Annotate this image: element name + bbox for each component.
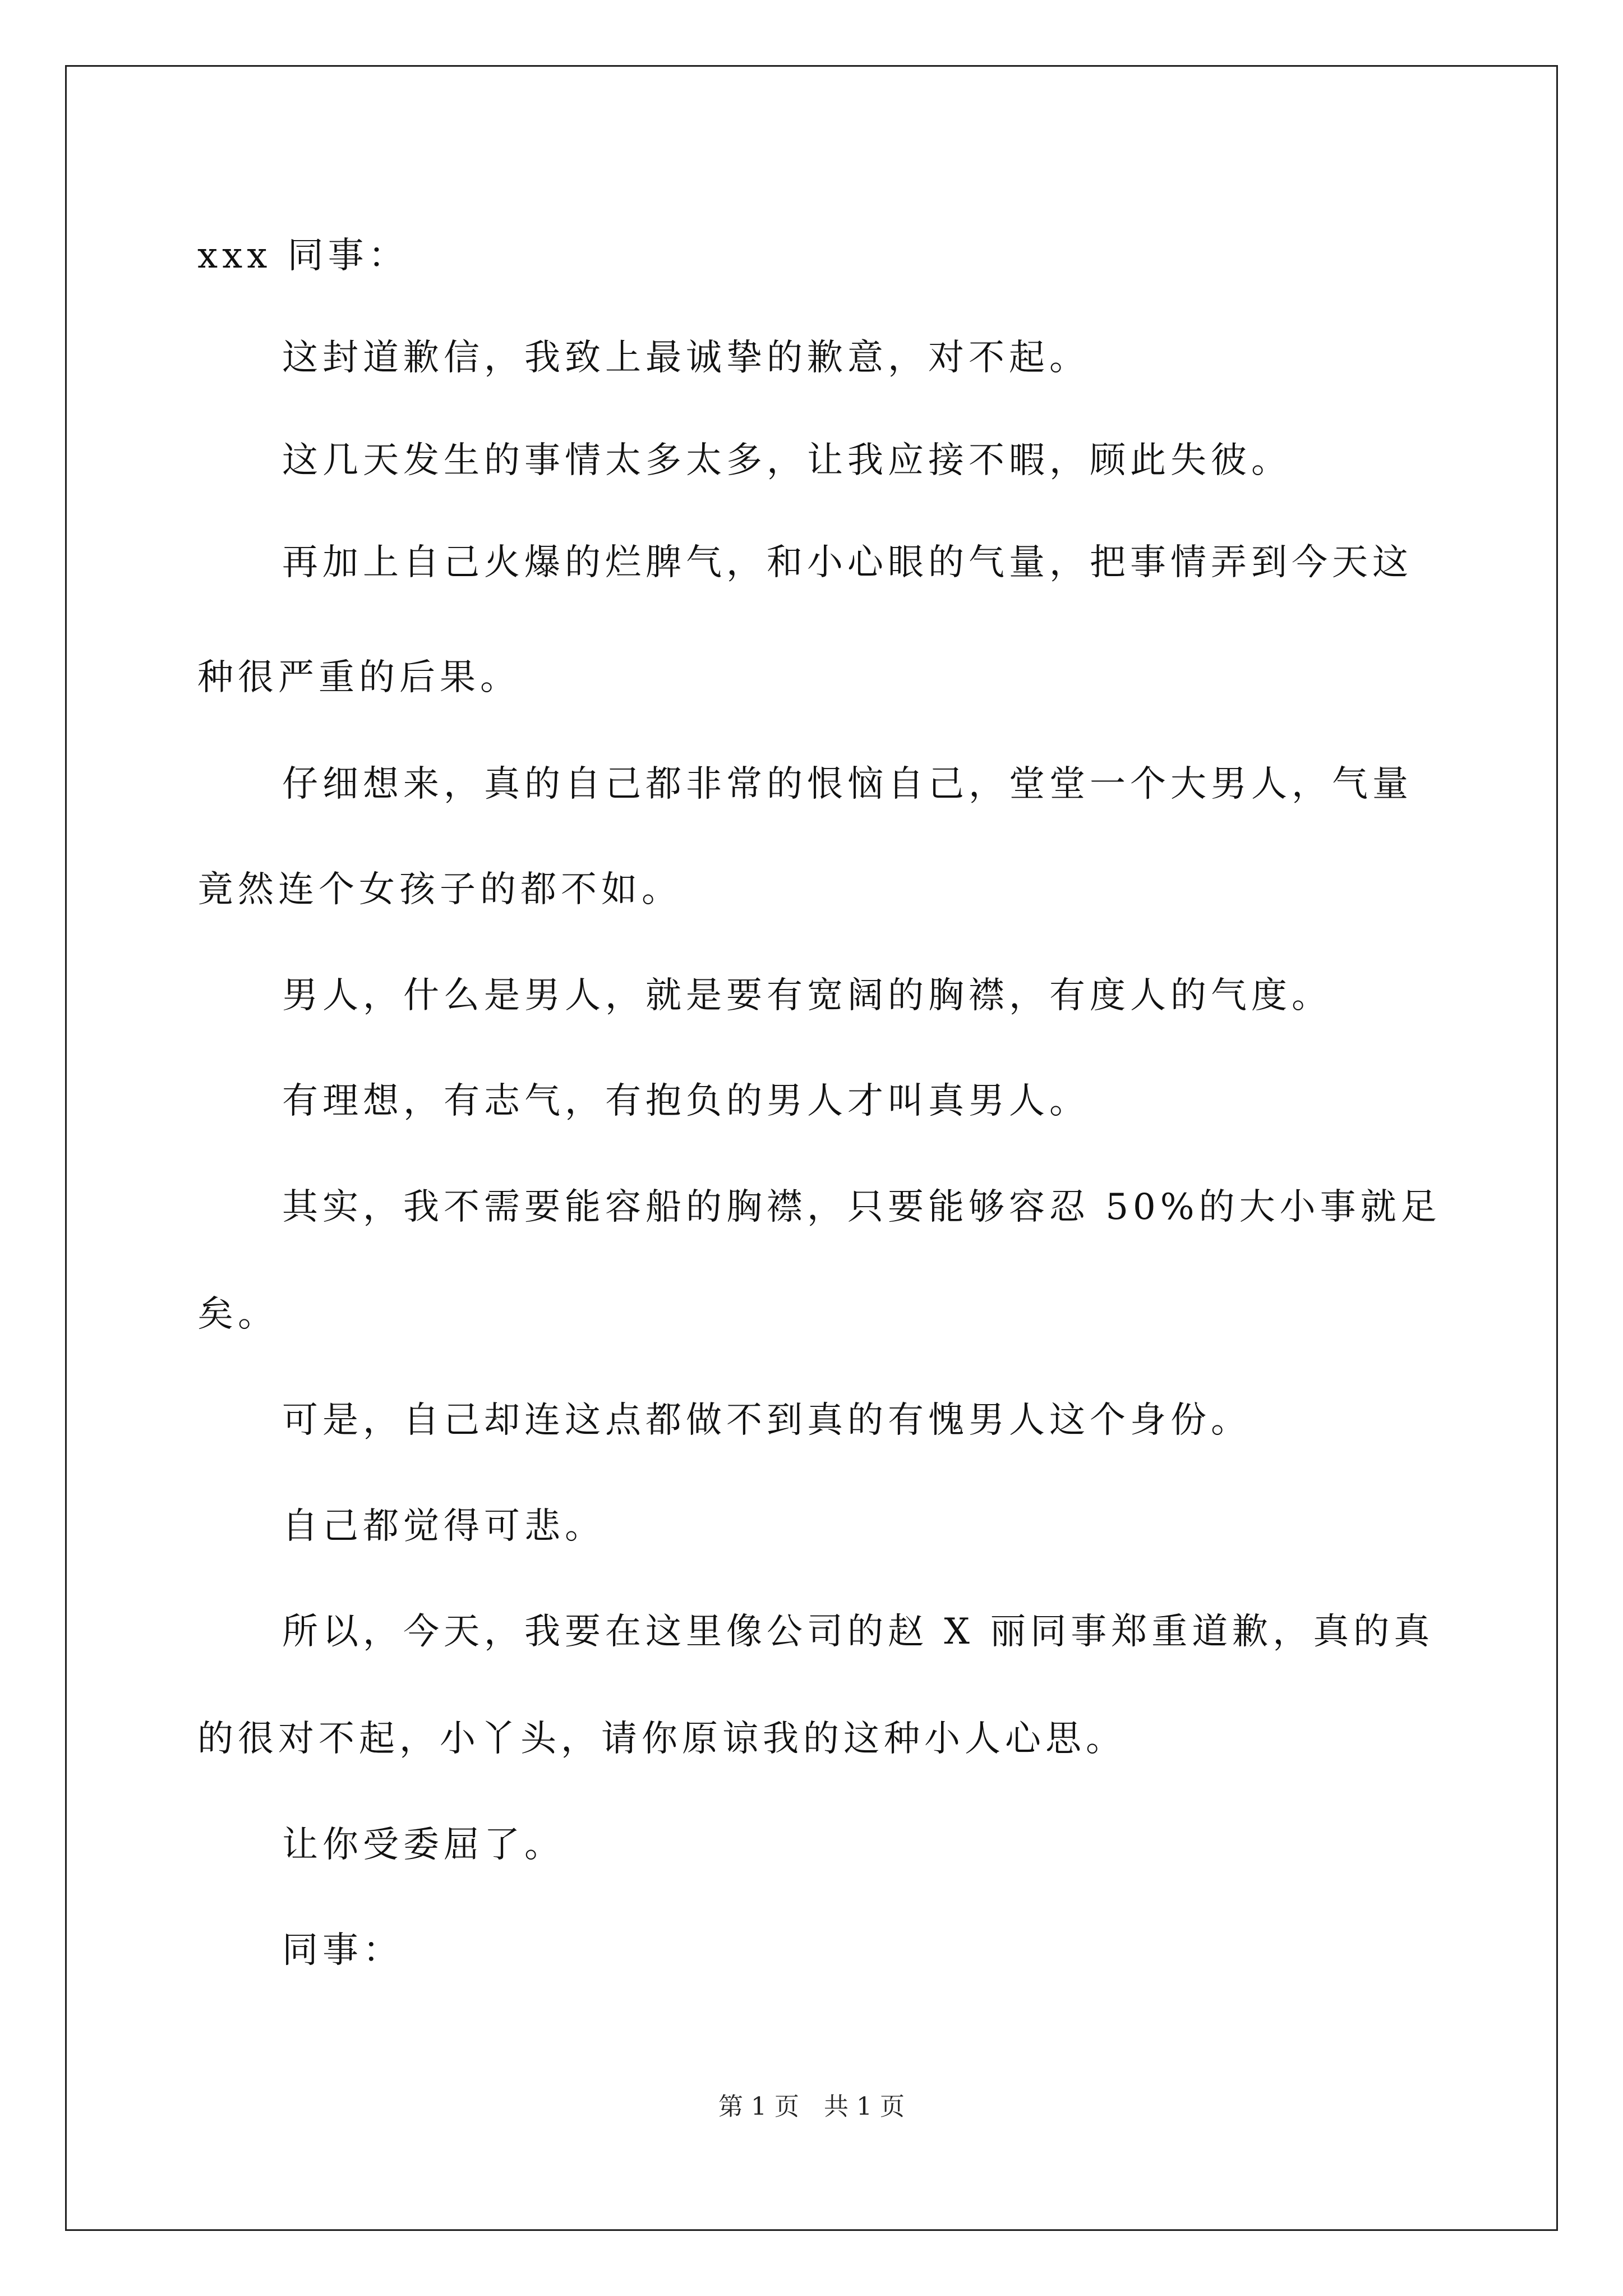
letter-line: 男人，什么是男人，就是要有宽阔的胸襟，有度人的气度。 [282, 975, 1332, 1016]
letter-line: 的很对不起，小丫头，请你原谅我的这种小人心思。 [197, 1718, 1126, 1760]
letter-line: 可是，自己却连这点都做不到真的有愧男人这个身份。 [282, 1400, 1251, 1441]
page-footer: 第 1 页 共 1 页 [718, 2092, 905, 2121]
letter-line: 再加上自己火爆的烂脾气，和小心眼的气量，把事情弄到今天这 [282, 542, 1413, 583]
letter-line: 同事： [282, 1930, 403, 1971]
letter-line: 有理想，有志气，有抱负的男人才叫真男人。 [282, 1080, 1090, 1122]
letter-line: 竟然连个女孩子的都不如。 [197, 869, 682, 910]
letter-line: 其实，我不需要能容船的胸襟，只要能够容忍 50%的大小事就足 [282, 1186, 1441, 1228]
letter-line: 仔细想来，真的自己都非常的恨恼自己，堂堂一个大男人，气量 [282, 763, 1413, 805]
letter-line: 种很严重的后果。 [197, 657, 520, 698]
page-border [65, 65, 1558, 2231]
letter-line: 让你受委屈了。 [282, 1824, 565, 1866]
letter-line: 这几天发生的事情太多太多，让我应接不暇，顾此失彼。 [282, 440, 1292, 481]
letter-salutation: xxx 同事： [197, 235, 409, 277]
letter-line: 自己都觉得可悲。 [282, 1506, 605, 1547]
letter-line: 这封道歉信，我致上最诚挚的歉意，对不起。 [282, 337, 1090, 379]
letter-line: 所以，今天，我要在这里像公司的赵 X 丽同事郑重道歉，真的真 [282, 1611, 1435, 1653]
letter-line: 矣。 [197, 1294, 278, 1335]
